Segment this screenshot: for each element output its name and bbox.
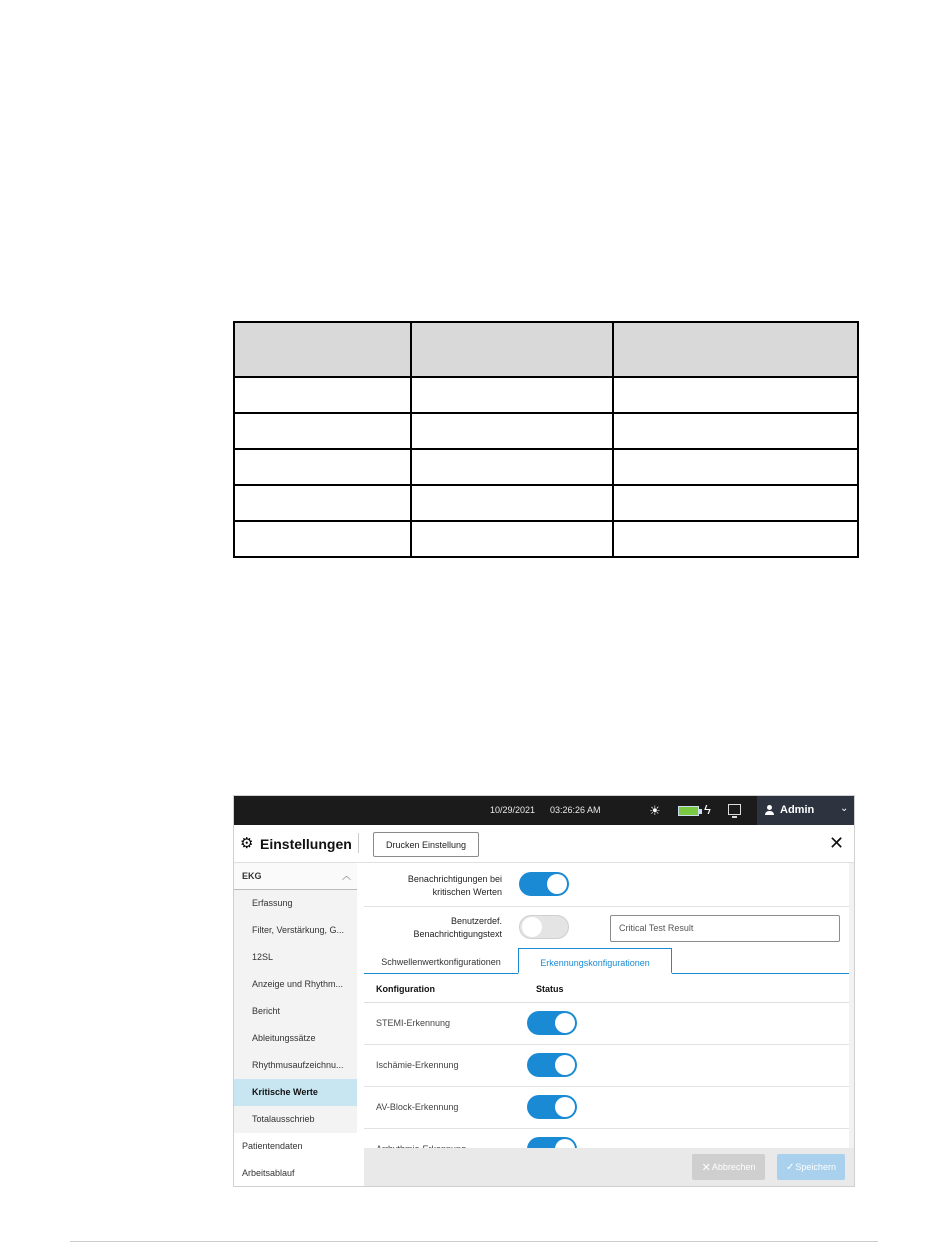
sidebar-item-12sl[interactable]: 12SL — [234, 944, 357, 971]
custom-text-label: Benutzerdef. Benachrichtigungstext — [413, 916, 502, 939]
table-row — [364, 1003, 849, 1045]
table-header-cell — [613, 322, 858, 377]
status-bar — [234, 796, 855, 825]
chevron-down-icon: ⌄ — [840, 803, 849, 814]
sidebar-group-ekg[interactable] — [234, 863, 357, 890]
table-row — [364, 1087, 849, 1129]
user-icon — [765, 805, 774, 815]
charging-icon: ϟ — [704, 802, 711, 817]
check-icon: ✓ — [786, 1161, 795, 1173]
custom-text-toggle[interactable] — [519, 915, 569, 939]
notify-label: Benachrichtigungen bei kritischen Werten — [407, 874, 502, 897]
table-row — [364, 1045, 849, 1087]
sidebar-item-rhythmus[interactable]: Rhythmusaufzeichnu... — [234, 1052, 357, 1079]
config-table-header — [364, 974, 849, 1003]
settings-content — [364, 863, 849, 1187]
footer-bar — [364, 1148, 855, 1187]
table-row — [234, 485, 858, 521]
user-menu[interactable] — [757, 796, 855, 825]
document-table — [233, 321, 859, 558]
chevron-up-icon: ︿ — [342, 871, 352, 881]
sidebar-item-patientendaten[interactable]: Patientendaten — [242, 1141, 303, 1151]
table-row — [234, 413, 858, 449]
table-row — [234, 449, 858, 485]
sidebar-item-anzeige[interactable]: Anzeige und Rhythm... — [234, 971, 357, 998]
sidebar-item-filter[interactable]: Filter, Verstärkung, G... — [234, 917, 357, 944]
tab-erkennung[interactable]: Erkennungskonfigurationen — [518, 948, 672, 974]
status-toggle[interactable] — [527, 1095, 577, 1119]
close-icon[interactable]: ✕ — [829, 833, 845, 853]
scrollbar[interactable] — [849, 863, 855, 1148]
status-time: 03:26:26 AM — [550, 805, 601, 815]
page-title: Einstellungen — [260, 836, 352, 852]
status-toggle[interactable] — [527, 1011, 577, 1035]
column-header: Status — [536, 984, 564, 994]
device-screenshot — [233, 795, 855, 1187]
print-settings-button[interactable]: Drucken Einstellung — [373, 832, 479, 857]
brightness-icon[interactable]: ☀ — [649, 803, 661, 818]
status-toggle[interactable] — [527, 1053, 577, 1077]
sidebar-item-erfassung[interactable]: Erfassung — [234, 890, 357, 917]
table-row — [234, 377, 858, 413]
close-icon: ✕ — [701, 1161, 711, 1174]
cancel-button[interactable]: ✕ Abbrechen — [692, 1154, 765, 1180]
config-name: Ischämie-Erkennung — [376, 1060, 459, 1070]
table-row — [234, 521, 858, 557]
gear-icon: ⚙ — [240, 835, 254, 852]
status-date: 10/29/2021 — [490, 805, 536, 815]
divider — [358, 833, 359, 853]
sidebar-item-kritische-werte[interactable]: Kritische Werte — [234, 1079, 357, 1106]
page-divider — [70, 1241, 878, 1242]
save-button[interactable]: ✓ Speichern — [777, 1154, 845, 1180]
table-header-cell — [234, 322, 411, 377]
column-header: Konfiguration — [376, 984, 435, 994]
divider — [364, 906, 849, 907]
sidebar-group-label: EKG — [242, 871, 262, 881]
tab-schwellenwert[interactable]: Schwellenwertkonfigurationen — [381, 957, 501, 967]
notify-toggle[interactable] — [519, 872, 569, 896]
sidebar-item-totalausschrieb[interactable]: Totalausschrieb — [234, 1106, 357, 1133]
custom-text-input[interactable]: Critical Test Result — [610, 915, 840, 942]
config-name: AV-Block-Erkennung — [376, 1102, 459, 1112]
user-name: Admin — [780, 804, 815, 816]
sidebar-item-ableitungssaetze[interactable]: Ableitungssätze — [234, 1025, 357, 1052]
sidebar-item-bericht[interactable]: Bericht — [234, 998, 357, 1025]
config-name: STEMI-Erkennung — [376, 1018, 451, 1028]
battery-icon — [678, 806, 699, 816]
monitor-icon[interactable] — [728, 804, 741, 815]
tab-bar — [364, 948, 849, 974]
sidebar — [234, 863, 357, 1187]
table-header-cell — [411, 322, 613, 377]
page-header — [234, 825, 855, 863]
sidebar-item-arbeitsablauf[interactable]: Arbeitsablauf — [242, 1168, 295, 1178]
